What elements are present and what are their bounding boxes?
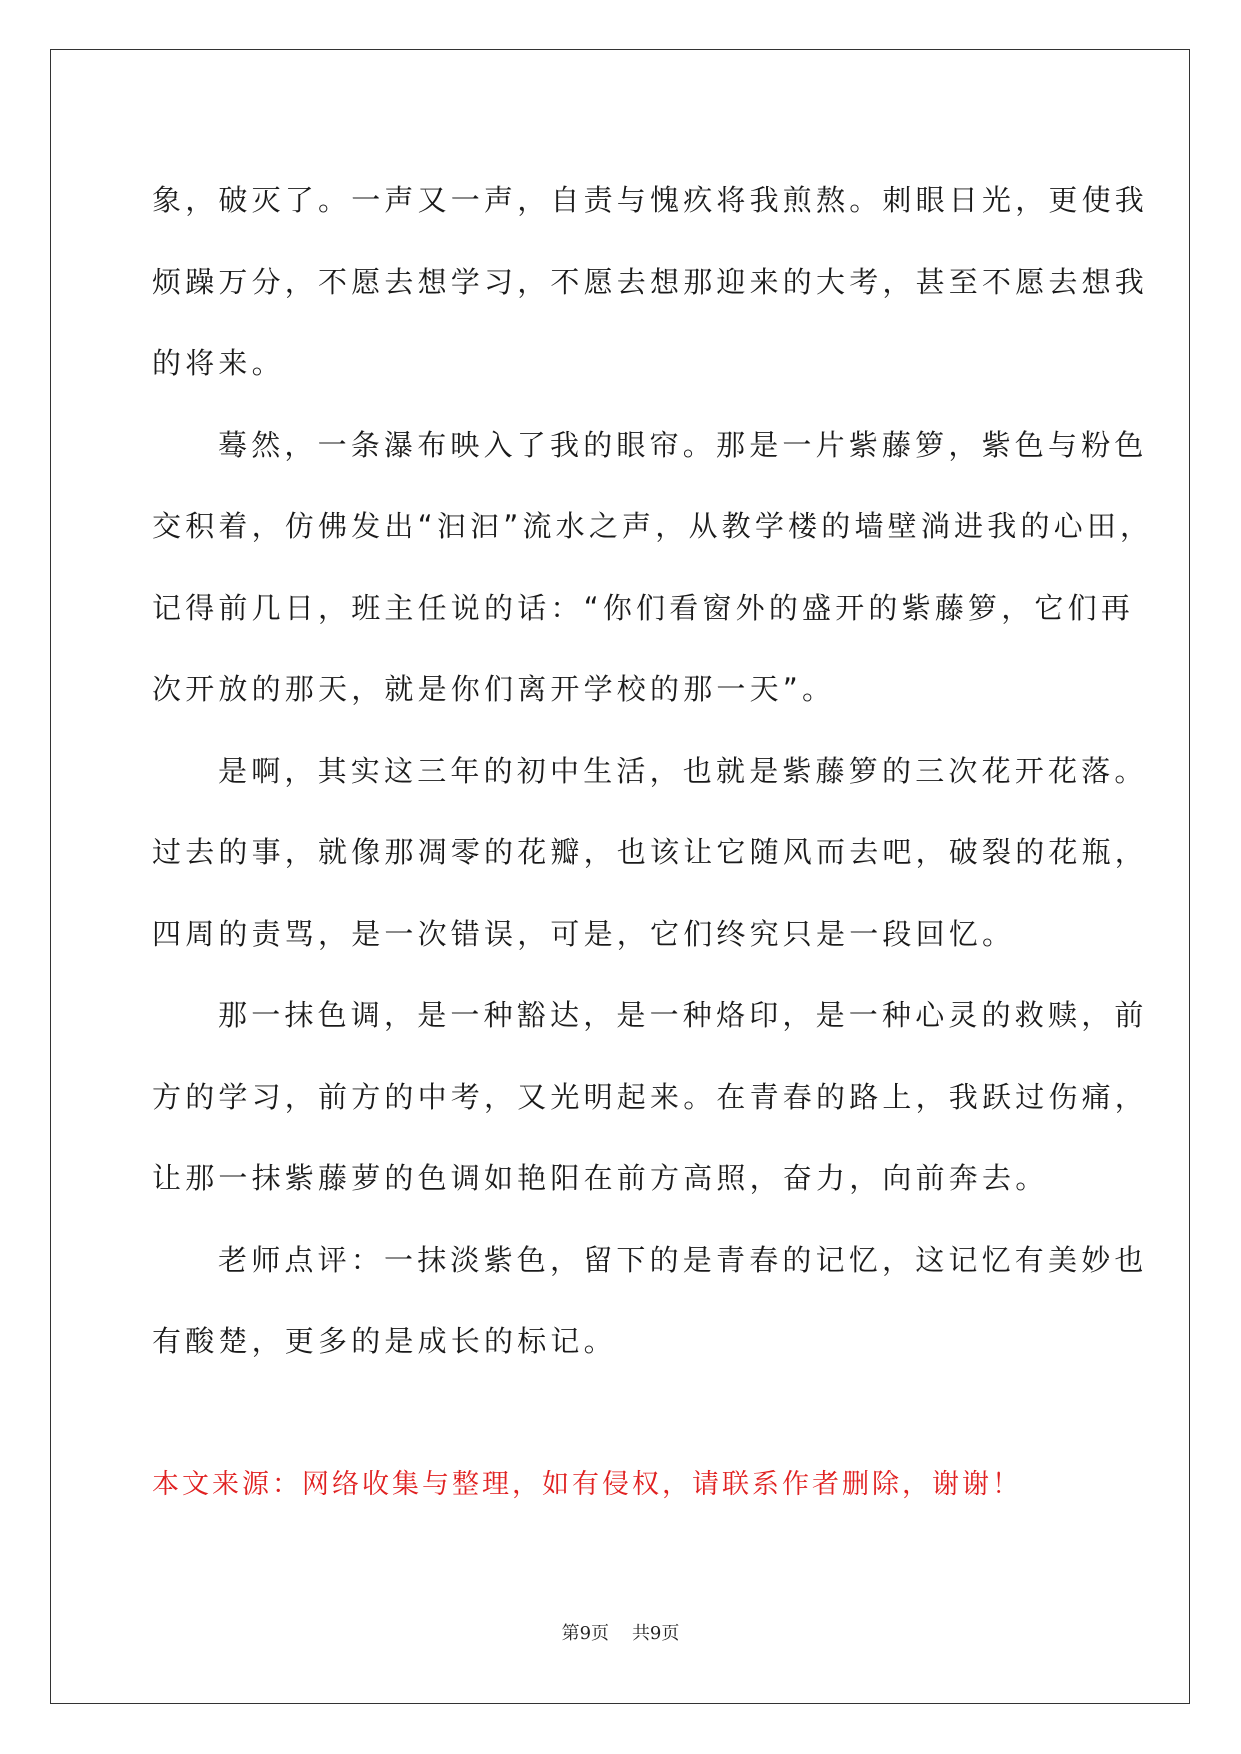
text-line: 老师点评：一抹淡紫色，留下的是青春的记忆，这记忆有美妙也 [218,1242,1148,1277]
text-line: 蓦然，一条瀑布映入了我的眼帘。那是一片紫藤箩，紫色与粉色 [218,427,1148,462]
document-body [152,160,1154,1383]
text-line: 那一抹色调，是一种豁达，是一种烙印，是一种心灵的救赎，前 [218,998,1148,1032]
text-line: 是啊，其实这三年的初中生活，也就是紫藤箩的三次花开花落。 [218,753,1148,788]
paragraph-4 [152,975,1149,1220]
paragraph-5 [152,1220,1148,1383]
text-line: 四周的责骂，是一次错误，可是，它们终究只是一段回忆。 [152,916,1016,951]
text-line: 的将来。 [152,346,285,380]
text-line: 方的学习，前方的中考，又光明起来。在青春的路上，我跃过伤痛， [152,1079,1149,1114]
page-number: 第9页 [561,1623,610,1644]
paragraph-2 [152,405,1154,731]
text-line: 记得前几日，班主任说的话：“你们看窗外的盛开的紫藤箩，它们再 [152,590,1135,625]
text-line: 交积着，仿佛发出“汩汩”流水之声，从教学楼的墙壁淌进我的心田， [152,509,1154,543]
page-footer [0,1619,1241,1645]
text-line: 让那一抹紫藤萝的色调如艳阳在前方高照，奋力，向前奔去。 [152,1161,1049,1195]
text-line: 过去的事，就像那凋零的花瓣，也该让它随风而去吧，破裂的花瓶， [152,835,1149,869]
text-line: 烦躁万分，不愿去想学习，不愿去想那迎来的大考，甚至不愿去想我 [152,264,1149,299]
text-line: 象，破灭了。一声又一声，自责与愧疚将我煎熬。刺眼日光，更使我 [152,183,1149,217]
text-line: 有酸楚，更多的是成长的标记。 [152,1324,617,1358]
paragraph-3 [152,731,1149,976]
total-pages: 共9页 [631,1623,680,1644]
paragraph-1 [152,160,1149,405]
source-disclaimer: 本文来源：网络收集与整理，如有侵权，请联系作者删除，谢谢！ [152,1469,1022,1500]
text-line: 次开放的那天，就是你们离开学校的那一天”。 [152,672,836,706]
